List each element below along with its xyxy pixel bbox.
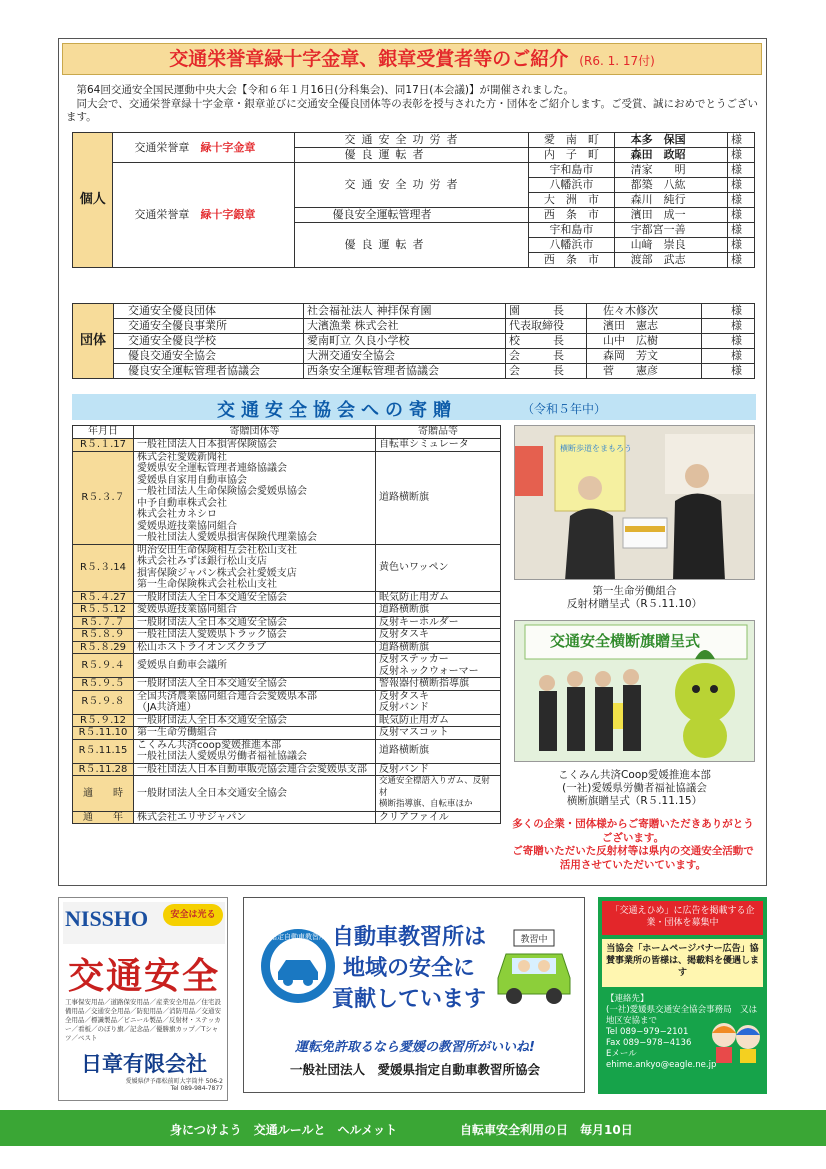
group-category: 優良交通安全協会 xyxy=(114,349,304,364)
donation-item: 道路横断旗 xyxy=(376,739,501,763)
donation-org: 松山ホストライオンズクラブ xyxy=(137,641,267,653)
page-title: 交通栄誉章緑十字金章、銀章受賞者等のご紹介 xyxy=(169,48,569,70)
donation-item: 黄色いワッペン xyxy=(376,544,501,591)
donation-orgs xyxy=(134,616,376,629)
photo-illustration xyxy=(515,621,755,762)
donation-row xyxy=(73,727,501,740)
intro-line: 同大会で、交通栄誉章緑十字金章・銀章並びに交通安全優良団体等の表彰を授与された方・団体をご紹介します。ご受賞、誠におめでとうございます。 xyxy=(66,97,758,123)
school-slogan: 運転免許取るなら愛媛の教習所がいいね! xyxy=(295,1040,535,1055)
page-title-bar xyxy=(62,43,762,75)
donation-orgs xyxy=(134,604,376,617)
honorific-cell: 様 xyxy=(728,133,755,148)
donation-org: 愛媛県自家用自動車協会 xyxy=(137,474,247,486)
place-cell: 八幡浜市 xyxy=(529,178,614,193)
donation-item: クリアファイル xyxy=(376,811,501,824)
donation-row xyxy=(73,591,501,604)
donation-row xyxy=(73,629,501,642)
group-title: 園 長 xyxy=(506,304,587,319)
donation-row xyxy=(73,641,501,654)
donation-org: 愛媛県安全運転管理者連絡協議会 xyxy=(137,463,287,474)
donation-org: 一般社団法人生命保険協会愛媛県協会 xyxy=(137,486,307,497)
intro-text xyxy=(66,84,762,125)
donation-org: 株式会社みずほ銀行松山支店 xyxy=(137,556,267,567)
honorific-cell: 様 xyxy=(702,364,755,379)
recruit-email: ehime.ankyo@eagle.ne.jp xyxy=(606,1060,717,1070)
donation-org: 明治安田生命保険相互会社松山支社 xyxy=(137,544,297,556)
donation-row xyxy=(73,451,501,544)
donation-date: R５.９.８ xyxy=(73,690,134,714)
donation-org: 一般社団法人愛媛県損害保険代理業協会 xyxy=(137,532,317,543)
donation-orgs xyxy=(134,727,376,740)
group-head: 団体 xyxy=(73,304,114,379)
honorific-cell: 様 xyxy=(728,253,755,268)
honorific-cell: 様 xyxy=(728,163,755,178)
donation-date: R５.８.29 xyxy=(73,641,134,654)
donation-org: 愛媛県自動車会議所 xyxy=(137,659,227,671)
group-title: 校 長 xyxy=(506,334,587,349)
thanks-message: 多くの企業・団体様からご寄贈いただきありがとうございます。 ご寄贈いただいた反射材等は県内の交通安全活動で活用させていただいています。 xyxy=(512,818,754,871)
donation-orgs xyxy=(134,654,376,678)
donation-date: 適 時 xyxy=(73,776,134,812)
donation-item: 反射タスキ xyxy=(376,629,501,642)
group-award-table xyxy=(72,303,755,379)
donation-org: 一般財団法人全日本交通安全協会 xyxy=(137,678,287,689)
donation-orgs xyxy=(134,690,376,714)
donation-row xyxy=(73,678,501,691)
ad-recruit[interactable] xyxy=(598,897,767,1094)
donation-orgs xyxy=(134,739,376,763)
group-category: 優良安全運転管理者協議会 xyxy=(114,364,304,379)
donation-org: 株式会社エリサジャパン xyxy=(137,811,247,823)
donation-item: 交通安全標語入りガム、反射材 横断指導旗、自転車ほか xyxy=(376,776,501,812)
donation-org: 一般社団法人愛媛県トラック協会 xyxy=(137,629,287,640)
donation-date: R５.７.７ xyxy=(73,616,134,629)
donation-section-header xyxy=(72,394,756,420)
donation-item: 道路横断旗 xyxy=(376,451,501,544)
donation-item: 反射タスキ 反射バンド xyxy=(376,690,501,714)
donation-date: R５.９.５ xyxy=(73,678,134,691)
footer-left-slogan: 身につけよう 交通ルールと ヘルメット xyxy=(170,1123,398,1137)
donation-org: 愛媛県遊技業協同組合 xyxy=(137,520,237,532)
nissho-logo: NISSHO xyxy=(65,906,149,931)
donation-orgs xyxy=(134,714,376,727)
honorific-cell: 様 xyxy=(702,319,755,334)
donation-item: 道路横断旗 xyxy=(376,604,501,617)
group-title: 代表取締役 xyxy=(506,319,587,334)
donation-date: R５.５.12 xyxy=(73,604,134,617)
donation-orgs xyxy=(134,763,376,776)
seal-text: 指定自動車教習所 xyxy=(270,933,326,941)
group-name: 森岡 芳文 xyxy=(587,349,702,364)
donation-date: R５.３.７ xyxy=(73,451,134,544)
photo-sign-text: 交通安全横断旗贈呈式 xyxy=(550,632,701,650)
donation-item: 眠気防止用ガム xyxy=(376,591,501,604)
honorific-cell: 様 xyxy=(728,208,755,223)
nissho-products: 工事保安用品／道路保安用品／産業安全用品／住宅設備用品／交通安全用品／防犯用品／消防用品／交通安全用品／標識製品／ビニール製品／反射材・ステッカー／看板／のぼり旗／記念品／優勝旗カップ／Tシャツ／ベスト xyxy=(65,998,221,1042)
donation-org: 株式会社カネシロ xyxy=(137,509,217,520)
donation-org: こくみん共済coop愛媛推進本部 xyxy=(137,739,282,751)
donation-org: 損害保険ジャパン株式会社愛媛支店 xyxy=(137,567,297,579)
donation-org: 愛媛県遊技業協同組合 xyxy=(137,604,237,615)
donation-date: R５.１.17 xyxy=(73,439,134,452)
group-org: 社会福祉法人 神拝保育園 xyxy=(304,304,506,319)
group-org: 大濱漁業 株式会社 xyxy=(304,319,506,334)
name-cell: 森川 純行 xyxy=(614,193,727,208)
donation-date: R５.11.10 xyxy=(73,727,134,740)
ad-nissho[interactable] xyxy=(58,897,228,1101)
place-cell: 八幡浜市 xyxy=(529,238,614,253)
donation-row xyxy=(73,439,501,452)
name-cell: 都築 八紘 xyxy=(614,178,727,193)
honorific-cell: 様 xyxy=(728,238,755,253)
photo1-caption: 第一生命労働組合 反射材贈呈式（R５.11.10） xyxy=(566,585,703,610)
donation-date: R５.４.27 xyxy=(73,591,134,604)
recruit-banner: 当協会「ホームページバナー広告」協賛事業所の皆様は、掲載料を優遇します xyxy=(602,939,763,987)
car-sign-text: 教習中 xyxy=(520,935,548,945)
donation-item: 眠気防止用ガム xyxy=(376,714,501,727)
honorific-cell: 様 xyxy=(702,304,755,319)
donation-org: 第一生命労働組合 xyxy=(137,727,217,738)
honorific-cell: 様 xyxy=(702,349,755,364)
donation-org: 一般社団法人日本損害保険協会 xyxy=(137,439,277,450)
group-name: 佐々木修次 xyxy=(587,304,702,319)
donation-org: 一般財団法人全日本交通安全協会 xyxy=(137,591,287,603)
donation-row xyxy=(73,616,501,629)
donation-row xyxy=(73,714,501,727)
photo-illustration xyxy=(515,426,755,580)
group-category: 交通安全優良学校 xyxy=(114,334,304,349)
group-org: 大洲交通安全協会 xyxy=(304,349,506,364)
donation-title: 交通安全協会への寄贈 xyxy=(217,400,457,421)
group-title: 会 長 xyxy=(506,364,587,379)
column-header: 寄贈品等 xyxy=(376,426,501,439)
donation-date: R５.11.15 xyxy=(73,739,134,763)
donation-item: 警報器付横断指導旗 xyxy=(376,678,501,691)
group-category: 交通安全優良団体 xyxy=(114,304,304,319)
donation-orgs xyxy=(134,776,376,812)
donation-date: R５.３.14 xyxy=(73,544,134,591)
donation-table xyxy=(72,425,501,824)
photo-sign-text: 横断歩道をまもろう xyxy=(560,444,632,453)
name-cell: 森田 政昭 xyxy=(614,148,727,163)
page-title-date: (R6. 1. 17付) xyxy=(579,54,655,68)
category-cell: 優良運転者 xyxy=(294,223,529,268)
donation-org: 中予自動車株式会社 xyxy=(137,497,227,509)
donation-org: 一般社団法人日本自動車販売協会連合会愛媛県支部 xyxy=(137,763,367,775)
donation-item: 反射マスコット xyxy=(376,727,501,740)
donation-row xyxy=(73,763,501,776)
car-icon xyxy=(492,928,576,1008)
column-header: 寄贈団体等 xyxy=(134,426,376,439)
donation-orgs xyxy=(134,544,376,591)
ad-driving-school[interactable] xyxy=(243,897,585,1093)
school-org: 一般社団法人 愛媛県指定自動車教習所協会 xyxy=(289,1062,540,1077)
donation-orgs xyxy=(134,641,376,654)
donation-item: 反射キーホルダー xyxy=(376,616,501,629)
photo-reflector-ceremony xyxy=(514,425,755,580)
donation-row xyxy=(73,811,501,824)
donation-org: 一般財団法人全日本交通安全協会 xyxy=(137,714,287,726)
category-cell: 優良安全運転管理者 xyxy=(294,208,529,223)
photo2-caption: こくみん共済Coop愛媛推進本部 (一社)愛媛県労働者福祉協議会 横断旗贈呈式（R５.11.15） xyxy=(558,769,711,807)
donation-item: 反射ステッカー 反射ネックウォーマー xyxy=(376,654,501,678)
mascot-icon xyxy=(708,1019,764,1065)
donation-org: 株式会社愛媛新聞社 xyxy=(137,451,227,463)
nissho-logo-area xyxy=(63,902,225,944)
donation-row xyxy=(73,544,501,591)
nissho-company: 日章有限会社 xyxy=(81,1052,207,1076)
donation-row xyxy=(73,690,501,714)
recruit-top: 「交通えひめ」に広告を掲載する企業・団体を募集中 xyxy=(602,901,763,935)
donation-row xyxy=(73,776,501,812)
place-cell: 宇和島市 xyxy=(529,163,614,178)
individual-award-table xyxy=(72,132,755,268)
footer-banner xyxy=(0,1110,826,1146)
group-category: 交通安全優良事業所 xyxy=(114,319,304,334)
name-cell: 渡部 武志 xyxy=(614,253,727,268)
donation-org: （JA共済連） xyxy=(137,702,197,713)
donation-orgs xyxy=(134,629,376,642)
place-cell: 内 子 町 xyxy=(529,148,614,163)
name-cell: 濱田 成一 xyxy=(614,208,727,223)
donation-date: R５.８.９ xyxy=(73,629,134,642)
nissho-badge: 安全は光る xyxy=(163,904,223,926)
donation-row xyxy=(73,739,501,763)
nissho-tel: Tel 089-984-7877 xyxy=(170,1085,223,1092)
place-cell: 西 条 市 xyxy=(529,208,614,223)
donation-org: 一般財団法人全日本交通安全協会 xyxy=(137,616,287,628)
donation-orgs xyxy=(134,678,376,691)
donation-year: （令和５年中） xyxy=(522,402,607,416)
donation-orgs xyxy=(134,591,376,604)
donation-item: 自転車シミュレータ xyxy=(376,439,501,452)
group-name: 濱田 憲志 xyxy=(587,319,702,334)
group-title: 会 長 xyxy=(506,349,587,364)
group-org: 西条安全運転管理者協議会 xyxy=(304,364,506,379)
category-cell: 交通安全功労者 xyxy=(294,163,529,208)
name-cell: 本多 保国 xyxy=(614,133,727,148)
donation-org: 一般社団法人愛媛県労働者福祉協議会 xyxy=(137,751,307,762)
name-cell: 清家 明 xyxy=(614,163,727,178)
donation-date: R５.11.28 xyxy=(73,763,134,776)
nissho-headline: 交通安全 xyxy=(67,956,220,997)
photo-flag-ceremony xyxy=(514,620,755,762)
place-cell: 西 条 市 xyxy=(529,253,614,268)
silver-award-cell: 交通栄誉章 緑十字銀章 xyxy=(113,163,294,268)
category-cell: 優良運転者 xyxy=(294,148,529,163)
honorific-cell: 様 xyxy=(728,178,755,193)
donation-org: 第一生命保険株式会社松山支社 xyxy=(137,579,277,590)
category-cell: 交通安全功労者 xyxy=(294,133,529,148)
place-cell: 宇和島市 xyxy=(529,223,614,238)
individual-head: 個人 xyxy=(73,133,113,268)
honorific-cell: 様 xyxy=(728,223,755,238)
group-name: 菅 憲彦 xyxy=(587,364,702,379)
donation-item: 道路横断旗 xyxy=(376,641,501,654)
honorific-cell: 様 xyxy=(702,334,755,349)
school-headline: 自動車教習所は 地域の安全に 貢献しています xyxy=(331,925,486,1012)
donation-orgs xyxy=(134,811,376,824)
donation-date: 通 年 xyxy=(73,811,134,824)
donation-item: 反射バンド xyxy=(376,763,501,776)
group-name: 山中 広樹 xyxy=(587,334,702,349)
gold-award-cell: 交通栄誉章 緑十字金章 xyxy=(113,133,294,163)
footer-right-slogan: 自転車安全利用の日 毎月10日 xyxy=(460,1123,633,1137)
donation-orgs xyxy=(134,439,376,452)
donation-date: R５.９.12 xyxy=(73,714,134,727)
donation-orgs xyxy=(134,451,376,544)
honorific-cell: 様 xyxy=(728,148,755,163)
place-cell: 愛 南 町 xyxy=(529,133,614,148)
name-cell: 宇都宮一善 xyxy=(614,223,727,238)
donation-row xyxy=(73,654,501,678)
donation-row xyxy=(73,604,501,617)
recruit-contact: 【連絡先】 (一社)愛媛県交通安全協会事務局 又は地区安協まで Tel 089−979−2101 Fax 089−978−4136 Eメール ehime.ankyo@eagle.ne.jp xyxy=(606,994,763,1071)
donation-org: 全国共済農業協同組合連合会愛媛県本部 xyxy=(137,690,317,702)
intro-line: 第64回交通安全国民運動中央大会【令和６年１月16日(分科集会)、同17日(本会議)】が開催されました。 xyxy=(76,84,574,96)
column-header: 年月日 xyxy=(73,426,134,439)
nissho-address: 愛媛県伊予郡松前町大字筒井 506-2 xyxy=(125,1078,223,1085)
place-cell: 大 洲 市 xyxy=(529,193,614,208)
donation-date: R５.９.４ xyxy=(73,654,134,678)
group-org: 愛南町立 久良小学校 xyxy=(304,334,506,349)
honorific-cell: 様 xyxy=(728,193,755,208)
name-cell: 山﨑 崇良 xyxy=(614,238,727,253)
donation-org: 一般財団法人全日本交通安全協会 xyxy=(137,787,287,799)
